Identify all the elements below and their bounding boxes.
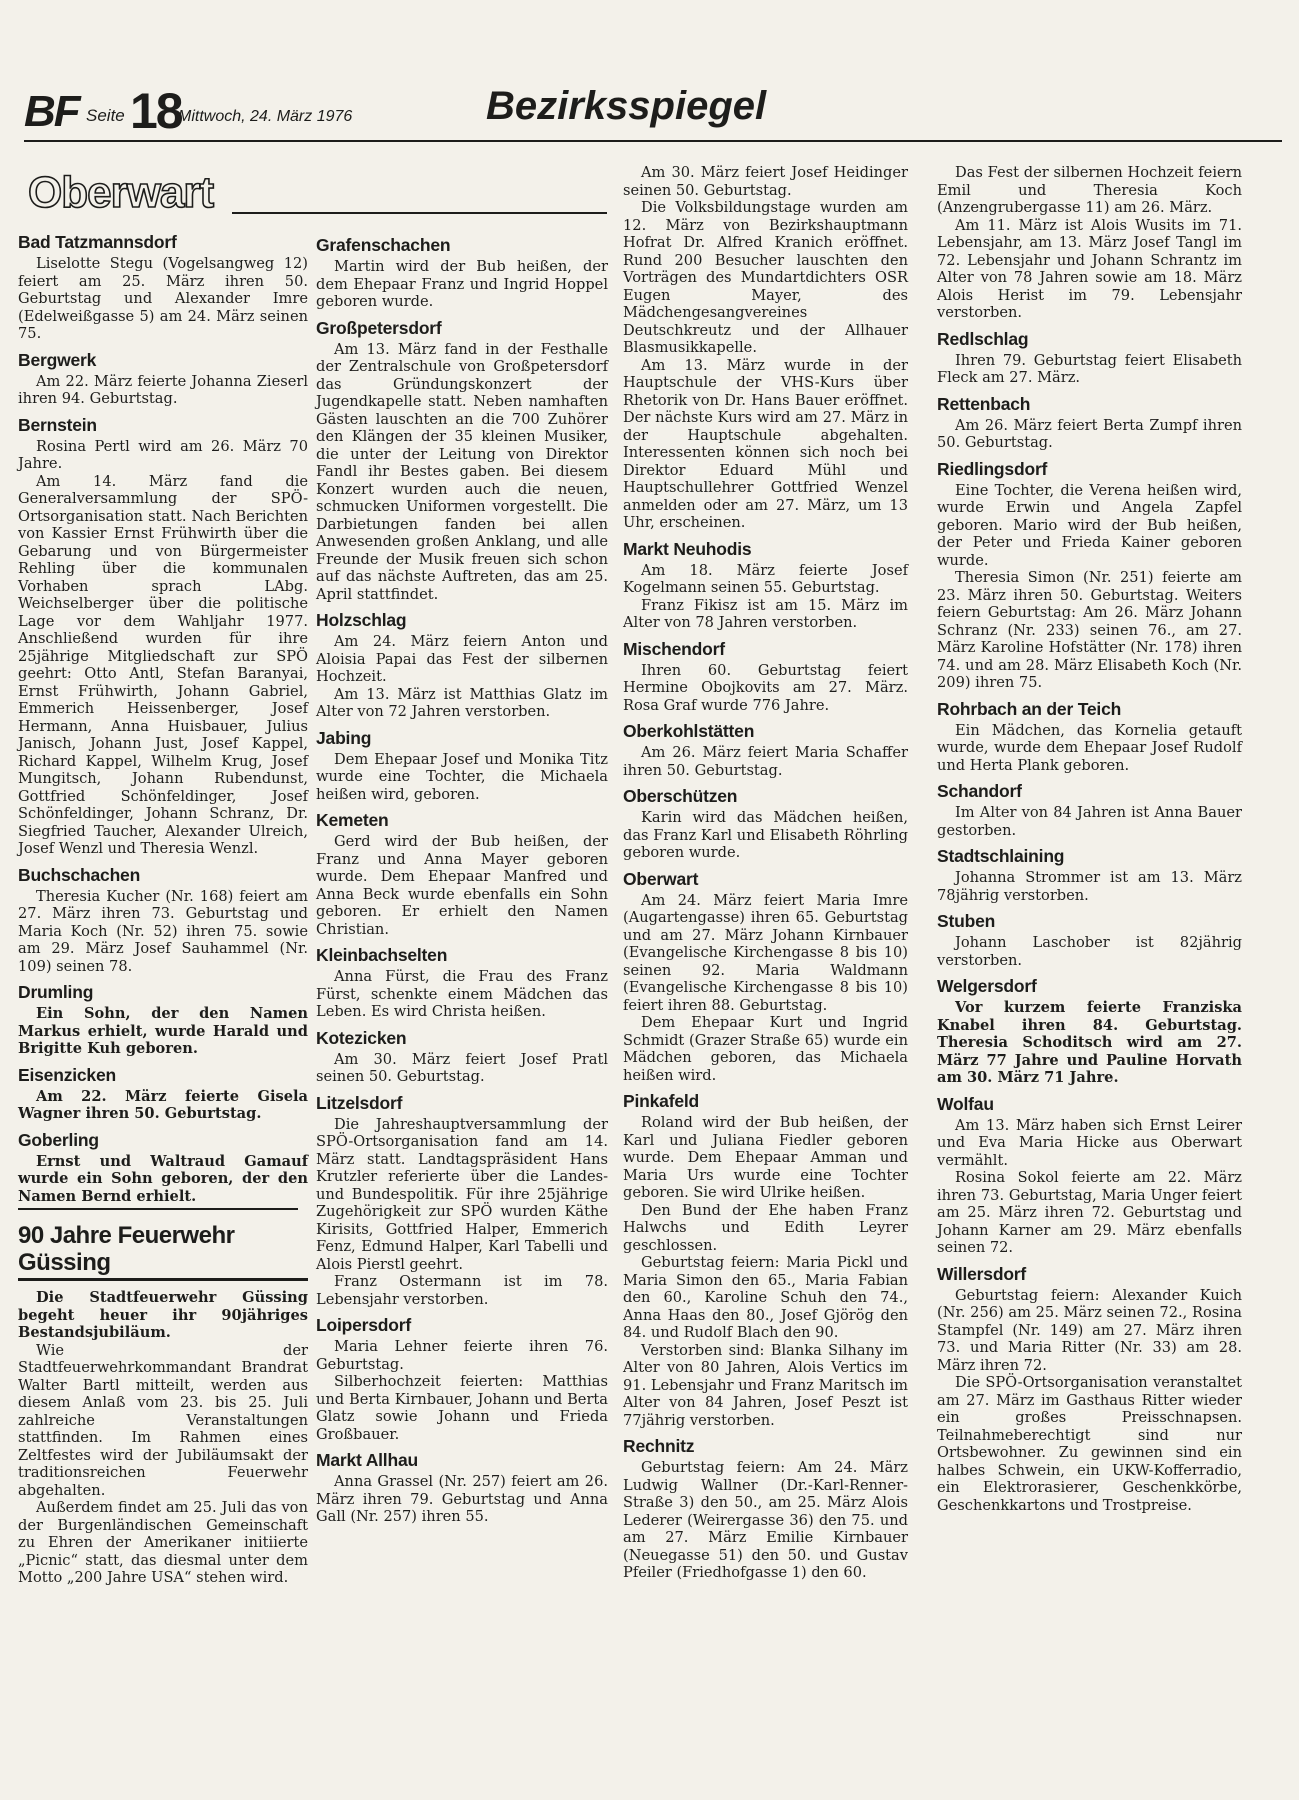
article-paragraph: Am 13. März fand in der Festhalle der Zentralschule von Großpetersdorf das Gründungskonzert der Jugendkapelle statt. Neben namhaften Gästen lauschten an die 700 Zuhörer den Klängen der 35 kleinen Musiker, die unter der Leitung von Direktor Fandl ihr Bestes gaben. Bei diesem Konzert wurden auch die neuen, schmucken Uniformen vorgestellt. Die Darbietungen fanden bei allen Anwesenden großen Anklang, und alle Freunde der Musik freuen sich schon auf das nächste Auftreten, das am 25. April stattfindet. — [316, 340, 608, 603]
section-divider — [18, 1208, 298, 1210]
article-paragraph: Theresia Kucher (Nr. 168) feiert am 27. März ihren 73. Geburtstag und Maria Koch (Nr. 52) ihren 75. sowie am 29. März Josef Sauhammel (Nr. 109) seinen 78. — [18, 887, 308, 975]
article-paragraph: Am 24. März feiert Maria Imre (Augartengasse) ihren 65. Geburtstag und am 27. März Johann Kirnbauer (Evangelische Kirchengasse 8 bis 10) seinen 92. Maria Waldmann (Evangelische Kirchengasse 8 bis 10) feiert ihren 88. Geburtstag. — [623, 891, 908, 1014]
article-paragraph: Den Bund der Ehe haben Franz Halwchs und Edith Leyrer geschlossen. — [623, 1201, 908, 1254]
masthead — [24, 84, 1282, 144]
article-paragraph: Franz Fikisz ist am 15. März im Alter von 78 Jahren verstorben. — [623, 596, 908, 631]
article-paragraph: Das Fest der silbernen Hochzeit feiern Emil und Theresia Koch (Anzengrubergasse 11) am 26. März. — [937, 164, 1242, 216]
article-paragraph: Am 18. März feierte Josef Kogelmann seinen 55. Geburtstag. — [623, 561, 908, 596]
article-paragraph: Liselotte Stegu (Vogelsangweg 12) feiert am 25. März ihren 50. Geburtstag und Alexander Imre (Edelweißgasse 5) am 24. März seinen 75. — [18, 255, 308, 342]
article-paragraph: Die Volksbildungstage wurden am 12. März von Bezirkshauptmann Hofrat Dr. Alfred Kranich eröffnet. Rund 200 Besucher lauschten den Vorträgen des Mundartdichters OSR Eugen Mayer, des Mädchengesangvereines Deutschkreutz und der Allhauer Blasmusikkapelle. — [623, 199, 908, 356]
article-paragraph: Ein Mädchen, das Kornelia getauft wurde, wurde dem Ehepaar Josef Rudolf und Herta Plank geboren. — [937, 721, 1242, 774]
article-paragraph: Am 22. März feierte Johanna Zieserl ihren 94. Geburtstag. — [18, 372, 308, 407]
town-heading: Mischendorf — [623, 638, 725, 659]
article-paragraph: Geburtstag feiern: Am 24. März Ludwig Wallner (Dr.-Karl-Renner-Straße 3) den 50., am 25. März Alois Lederer (Weirergasse 36) den 75. und am 27. März Emilie Kirnbauer (Neuegasse 51) den 50. und Gustav Pfeiler (Friedhofgasse 1) den 60. — [623, 1459, 908, 1581]
town-heading: Stadtschlaining — [937, 846, 1065, 866]
article-paragraph: Johanna Strommer ist am 13. März 78jährig verstorben. — [937, 869, 1242, 904]
section-title: Bezirksspiegel — [486, 84, 767, 128]
article-paragraph: Roland wird der Bub heißen, der Karl und Juliana Fiedler geboren wurde. Dem Ehepaar Amman und Maria Urs wurde eine Tochter geboren. Sie wird Ulrike heißen. — [623, 1114, 908, 1201]
article-paragraph: Am 11. März ist Alois Wusits im 71. Lebensjahr, am 13. März Josef Tangl im 72. Lebensjahr und Johann Schrantz im Alter von 78 Jahren sowie am 18. März Alois Herist im 79. Lebensjahr verstorben. — [937, 216, 1242, 321]
article-paragraph: Am 13. März haben sich Ernst Leirer und Eva Maria Hicke aus Oberwart vermählt. — [937, 1116, 1242, 1169]
town-heading: Bernstein — [18, 414, 97, 435]
town-heading: Goberling — [18, 1129, 99, 1150]
column-4 — [937, 164, 1242, 1514]
article-paragraph: Maria Lehner feierte ihren 76. Geburtstag. — [316, 1338, 608, 1373]
town-heading: Welgersdorf — [937, 976, 1037, 996]
town-heading: Stuben — [937, 911, 996, 931]
article-paragraph: Am 24. März feiern Anton und Aloisia Papai das Fest der silbernen Hochzeit. — [316, 633, 608, 685]
article-paragraph: Rosina Sokol feierte am 22. März ihren 73. Geburtstag, Maria Unger feiert am 25. März ihren 72. Geburtstag und Johann Karner am 29. März ebenfalls seinen 72. — [937, 1169, 1242, 1256]
article-paragraph: Anna Grassel (Nr. 257) feiert am 26. März ihren 79. Geburtstag und Anna Gall (Nr. 257) ihren 55. — [316, 1473, 608, 1525]
article-paragraph: Dem Ehepaar Josef und Monika Titz wurde eine Tochter, die Michaela heißen wird, geboren. — [316, 750, 608, 803]
region-rule — [232, 212, 607, 214]
town-heading: Schandorf — [937, 781, 1022, 801]
article-paragraph: Karin wird das Mädchen heißen, das Franz Karl und Elisabeth Röhrling geboren wurde. — [623, 809, 908, 861]
article-paragraph: Ernst und Waltraud Gamauf wurde ein Sohn geboren, der den Namen Bernd erhielt. — [18, 1152, 308, 1205]
article-paragraph: Gerd wird der Bub heißen, der Franz und Anna Mayer geboren wurde. Dem Ehepaar Manfred und Anna Beck wurde ebenfalls ein Sohn geboren. Er erhielt den Namen Christian. — [316, 833, 608, 938]
article-paragraph: Am 14. März fand die Generalversammlung der SPÖ-Ortsorganisation statt. Nach Berichten von Kassier Ernst Frühwirth über die Gebarung und von Bürgermeister Rehling über die kommunalen Vorhaben sprach LAbg. Weichselberger über die politische Lage vor dem Wahljahr 1977. Anschließend wurden für ihre 25jährige Mitgliedschaft zur SPÖ geehrt: Otto Antl, Stefan Baranyai, Ernst Frühwirth, Johann Gabriel, Emmerich Heissenberger, Josef Hermann, Anna Huisbauer, Julius Janisch, Johann Just, Josef Kappel, Richard Kappel, Wilhelm Krug, Josef Mungitsch, Johann Rubendunst, Gottfried Schönfeldinger, Josef Schönfeldinger, Johann Schranz, Dr. Siegfried Taucher, Alexander Ulreich, Josef Wenzl und Theresia Wenzl. — [18, 472, 308, 857]
article-paragraph: Geburtstag feiern: Alexander Kuich (Nr. 256) am 25. März seinen 72., Rosina Stampfel (Nr. 149) am 27. März ihren 73. und Maria Ritter (Nr. 33) am 28. März ihren 72. — [937, 1286, 1242, 1374]
seite-label: Seite — [86, 106, 125, 125]
article-paragraph: Eine Tochter, die Verena heißen wird, wurde Erwin und Angela Zapfel geboren. Mario wird der Bub heißen, der Peter und Frieda Kainer geboren wurde. — [937, 481, 1242, 569]
town-heading: Loipersdorf — [316, 1315, 412, 1335]
town-heading: Rechnitz — [623, 1436, 695, 1456]
article-paragraph: Am 22. März feierte Gisela Wagner ihren 50. Geburtstag. — [18, 1087, 308, 1122]
town-heading: Markt Neuhodis — [623, 538, 752, 559]
article-paragraph: Am 26. März feiert Berta Zumpf ihren 50. Geburtstag. — [937, 416, 1242, 451]
region-title: Oberwart — [28, 168, 214, 217]
column-1 — [18, 225, 308, 1587]
article-paragraph: Rosina Pertl wird am 26. März 70 Jahre. — [18, 437, 308, 472]
town-heading: Kotezicken — [316, 1027, 407, 1048]
town-heading: Redlschlag — [937, 328, 1029, 349]
paper-logo: BF — [24, 87, 79, 136]
town-heading: Pinkafeld — [623, 1091, 700, 1111]
article-paragraph: Anna Fürst, die Frau des Franz Fürst, schenkte einem Mädchen das Leben. Es wird Christa heißen. — [316, 968, 608, 1020]
article-paragraph: Verstorben sind: Blanka Silhany im Alter von 80 Jahren, Alois Vertics im 91. Lebensjahr und Franz Maritsch im Alter von 84 Jahren, Josef Peszt ist 77jährig verstorben. — [623, 1341, 908, 1429]
article-paragraph: Silberhochzeit feierten: Matthias und Berta Kirnbauer, Johann und Berta Glatz sowie Johann und Frieda Großbauer. — [316, 1373, 608, 1443]
feuerwehr-headline: 90 Jahre Feuerwehr Güssing — [18, 1222, 235, 1276]
town-heading: Rohrbach an der Teich — [937, 698, 1122, 719]
article-paragraph: Am 30. März feiert Josef Pratl seinen 50. Geburtstag. — [316, 1050, 608, 1085]
region-header — [22, 168, 607, 220]
article-paragraph: Die SPÖ-Ortsorganisation veranstaltet am 27. März im Gasthaus Ritter wieder ein großes Preisschnapsen. Teilnahmeberechtigt sind nur Ortsbewohner. Zu gewinnen sind ein halbes Schwein, ein UKW-Kofferradio, ein Elektrorasierer, Geschenkkörbe, Geschenkkartons und Trostpreise. — [937, 1374, 1242, 1514]
town-heading: Bad Tatzmannsdorf — [18, 232, 177, 252]
town-heading: Bergwerk — [18, 349, 97, 370]
feuerwehr-headline-rule — [18, 1278, 308, 1281]
article-paragraph: Die Jahreshauptversammlung der SPÖ-Ortsorganisation fand am 14. März statt. Landtagspräsident Hans Krutzler referierte über die Landes- und Bundespolitik. Für ihre 25jährige Zugehörigkeit zur SPÖ wurden Käthe Kirisits, Gottfried Halper, Emmerich Fenz, Edmund Halper, Karl Tabelli und Alois Pierstl geehrt. — [316, 1115, 608, 1273]
feuerwehr-paragraph: Außerdem findet am 25. Juli das von der Burgenländischen Gemeinschaft zu Ehren der Amerikaner initiierte „Picnic“ statt, das diesmal unter dem Motto „200 Jahre USA“ stehen wird. — [18, 1499, 308, 1586]
article-paragraph: Geburtstag feiern: Maria Pickl und Maria Simon den 65., Maria Fabian den 60., Karoline Schuh den 74., Anna Haas den 80., Josef Gjörög den 84. und Rudolf Blach den 90. — [623, 1254, 908, 1341]
article-paragraph: Ihren 79. Geburtstag feiert Elisabeth Fleck am 27. März. — [937, 351, 1242, 386]
town-heading: Buchschachen — [18, 864, 141, 885]
town-heading: Jabing — [316, 727, 372, 748]
town-heading: Oberschützen — [623, 786, 738, 806]
masthead-rule — [24, 140, 1282, 142]
town-heading: Litzelsdorf — [316, 1092, 403, 1113]
page-number: 18 — [130, 83, 182, 139]
town-heading: Grafenschachen — [316, 235, 451, 255]
town-heading: Kemeten — [316, 810, 389, 830]
article-paragraph: Im Alter von 84 Jahren ist Anna Bauer gestorben. — [937, 804, 1242, 839]
town-heading: Eisenzicken — [18, 1064, 116, 1085]
article-paragraph: Martin wird der Bub heißen, der dem Ehepaar Franz und Ingrid Hoppel geboren wurde. — [316, 258, 608, 310]
column-1-articles — [18, 232, 308, 1205]
town-heading: Wolfau — [937, 1093, 994, 1114]
article-paragraph: Franz Ostermann ist im 78. Lebensjahr verstorben. — [316, 1273, 608, 1308]
article-paragraph: Theresia Simon (Nr. 251) feierte am 23. März ihren 50. Geburtstag. Weiters feiern Geburtstag: Am 26. März Johann Schranz (Nr. 233) seinen 76., am 27. März Karoline Hofstätter (Nr. 178) ihren 74. und am 28. März Elisabeth Koch (Nr. 209) ihren 75. — [937, 569, 1242, 691]
article-paragraph: Ihren 60. Geburtstag feiert Hermine Obojkovits am 27. März. Rosa Graf wurde 776 Jahre. — [623, 661, 908, 714]
feuerwehr-lead: Die Stadtfeuerwehr Güssing begeht heuer ihr 90jähriges Bestandsjubiläum. — [18, 1289, 308, 1341]
town-heading: Willersdorf — [937, 1263, 1027, 1284]
issue-date: Mittwoch, 24. März 1976 — [178, 108, 353, 125]
article-paragraph: Johann Laschober ist 82jährig verstorben. — [937, 934, 1242, 969]
article-paragraph: Am 26. März feiert Maria Schaffer ihren 50. Geburtstag. — [623, 744, 908, 779]
town-heading: Oberkohlstätten — [623, 721, 755, 741]
article-paragraph: Vor kurzem feierte Franziska Knabel ihren 84. Geburtstag. Theresia Schoditsch wird am 27. März 77 Jahre und Pauline Horvath am 30. März 71 Jahre. — [937, 999, 1242, 1086]
town-heading: Holzschlag — [316, 610, 407, 630]
town-heading: Großpetersdorf — [316, 317, 442, 338]
article-paragraph: Am 13. März ist Matthias Glatz im Alter von 72 Jahren verstorben. — [316, 685, 608, 720]
feuerwehr-paragraph: Wie der Stadtfeuerwehrkommandant Brandrat Walter Bartl mitteilt, werden aus diesem Anlaß vom 23. bis 25. Juli zahlreiche Veranstaltungen stattfinden. Im Rahmen eines Zeltfestes wird der Jubiläumsakt der traditionsreichen Feuerwehr abgehalten. — [18, 1341, 308, 1499]
column-2 — [316, 228, 608, 1526]
article-paragraph: Am 13. März wurde in der Hauptschule der VHS-Kurs über Rhetorik von Dr. Hans Bauer eröffnet. Der nächste Kurs wird am 27. März in der Hauptschule abgehalten. Interessenten können sich noch bei Direktor Eduard Mühl und Hauptschullehrer Gottfried Wenzel anmelden oder am 27. März, um 13 Uhr, erscheinen. — [623, 356, 908, 531]
column-3 — [623, 164, 908, 1582]
article-paragraph: Dem Ehepaar Kurt und Ingrid Schmidt (Grazer Straße 65) wurde ein Mädchen geboren, das Michaela heißen wird. — [623, 1014, 908, 1084]
town-heading: Riedlingsdorf — [937, 458, 1048, 479]
article-paragraph: Ein Sohn, der den Namen Markus erhielt, wurde Harald und Brigitte Kuh geboren. — [18, 1005, 308, 1057]
town-heading: Markt Allhau — [316, 1450, 418, 1470]
town-heading: Rettenbach — [937, 393, 1031, 414]
town-heading: Kleinbachselten — [316, 945, 448, 965]
town-heading: Oberwart — [623, 868, 699, 889]
article-paragraph: Am 30. März feiert Josef Heidinger seinen 50. Geburtstag. — [623, 164, 908, 199]
town-heading: Drumling — [18, 982, 94, 1002]
